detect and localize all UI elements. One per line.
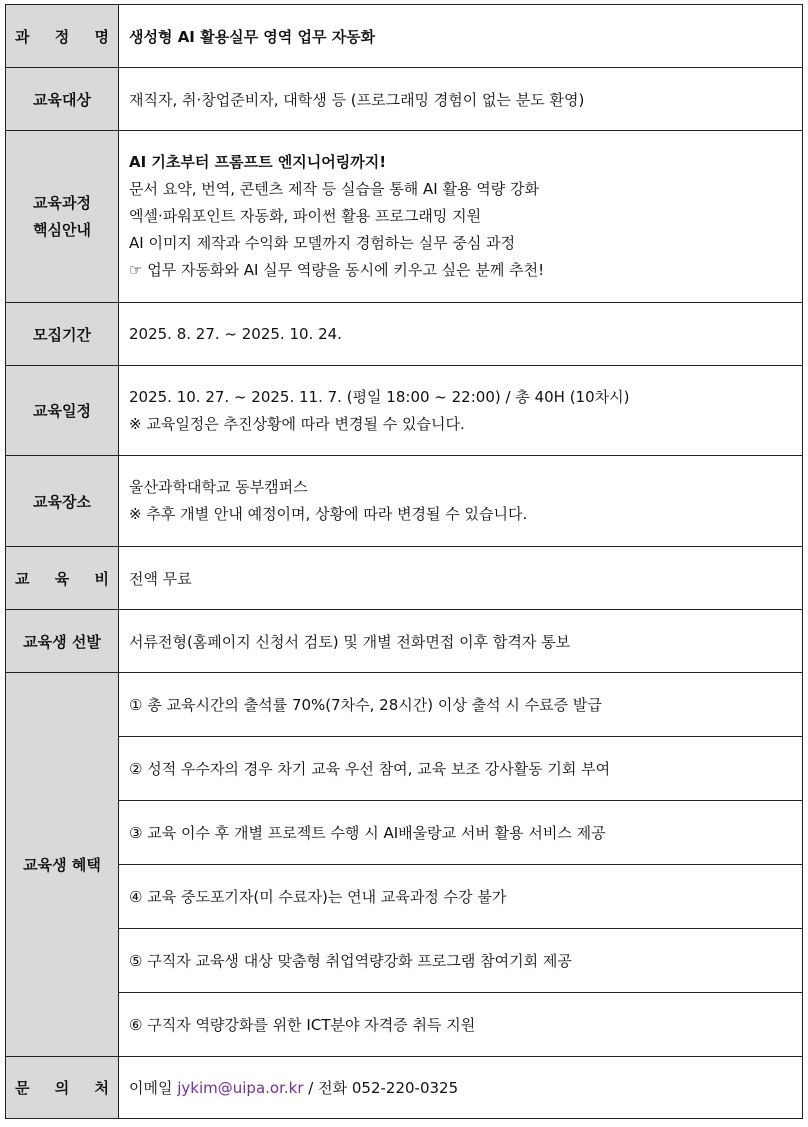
- row-schedule: [6, 366, 803, 456]
- label-fee: [6, 547, 119, 610]
- benefit-item-4: ④ 교육 중도포기자(미 수료자)는 연내 교육과정 수강 불가: [119, 865, 803, 929]
- value-fee: 전액 무료: [119, 547, 803, 610]
- benefit-item-1: ① 총 교육시간의 출석률 70%(7차수, 28시간) 이상 출석 시 수료증 발급: [119, 673, 803, 737]
- value-contact: [119, 1057, 803, 1119]
- row-recruit: [6, 303, 803, 366]
- label-contact-text: 문 의 처: [15, 1079, 119, 1097]
- row-target: [6, 68, 803, 131]
- core-line-4: AI 이미지 제작과 수익화 모델까지 경험하는 실무 중심 과정: [129, 234, 516, 252]
- contact-email-link[interactable]: jykim@uipa.or.kr: [177, 1079, 304, 1097]
- schedule-line-2: ※ 교육일정은 추진상황에 따라 변경될 수 있습니다.: [129, 414, 465, 433]
- value-recruit: 2025. 8. 27. ~ 2025. 10. 24.: [119, 303, 803, 366]
- row-benefit-5: [6, 929, 803, 993]
- benefit-item-2: ② 성적 우수자의 경우 차기 교육 우선 참여, 교육 보조 강사활동 기회 부여: [119, 737, 803, 801]
- label-schedule: 교육일정: [6, 366, 119, 456]
- label-selection: 교육생 선발: [6, 610, 119, 673]
- label-core: [6, 131, 119, 303]
- contact-prefix: 이메일: [129, 1079, 178, 1097]
- value-core: [119, 131, 803, 303]
- benefit-item-5: ⑤ 구직자 교육생 대상 맞춤형 취업역량강화 프로그램 참여기회 제공: [119, 929, 803, 993]
- benefit-item-6: ⑥ 구직자 역량강화를 위한 ICT분야 자격증 취득 지원: [119, 993, 803, 1057]
- label-fee-text: 교 육 비: [15, 569, 119, 588]
- row-benefit-6: [6, 993, 803, 1057]
- course-info-table: [5, 4, 803, 1119]
- label-contact: [6, 1057, 119, 1119]
- row-selection: [6, 610, 803, 673]
- label-target: 교육대상: [6, 68, 119, 131]
- label-place: 교육장소: [6, 456, 119, 547]
- schedule-line-1: 2025. 10. 27. ~ 2025. 11. 7. (평일 18:00 ~ 22:00) / 총 40H (10차시): [129, 387, 630, 406]
- place-line-1: 울산과학대학교 동부캠퍼스: [129, 478, 308, 496]
- row-place: [6, 456, 803, 547]
- label-core-line1: 교육과정: [33, 193, 91, 212]
- core-line-2: 문서 요약, 번역, 콘텐츠 제작 등 실습을 통해 AI 활용 역량 강화: [129, 180, 539, 198]
- row-contact: [6, 1057, 803, 1119]
- row-benefit-2: [6, 737, 803, 801]
- row-core: [6, 131, 803, 303]
- label-course-text: 과 정 명: [15, 27, 119, 46]
- contact-phone: / 전화 052-220-0325: [303, 1079, 459, 1097]
- row-course: [6, 5, 803, 68]
- core-line-1: AI 기초부터 프롬프트 엔지니어링까지!: [129, 153, 387, 171]
- value-target: 재직자, 취·창업준비자, 대학생 등 (프로그래밍 경험이 없는 분도 환영): [119, 68, 803, 131]
- label-core-line2: 핵심안내: [33, 220, 91, 239]
- label-benefits: 교육생 혜택: [6, 673, 119, 1057]
- row-benefit-1: [6, 673, 803, 737]
- row-fee: [6, 547, 803, 610]
- label-recruit: 모집기간: [6, 303, 119, 366]
- row-benefit-3: [6, 801, 803, 865]
- core-line-3: 엑셀·파워포인트 자동화, 파이썬 활용 프로그래밍 지원: [129, 207, 482, 225]
- value-schedule: [119, 366, 803, 456]
- value-selection: 서류전형(홈페이지 신청서 검토) 및 개별 전화면접 이후 합격자 통보: [119, 610, 803, 673]
- row-benefit-4: [6, 865, 803, 929]
- value-place: [119, 456, 803, 547]
- benefit-item-3: ③ 교육 이수 후 개별 프로젝트 수행 시 AI배울랑교 서버 활용 서비스 제공: [119, 801, 803, 865]
- value-course: 생성형 AI 활용실무 영역 업무 자동화: [119, 5, 803, 68]
- core-line-5: ☞ 업무 자동화와 AI 실무 역량을 동시에 키우고 싶은 분께 추천!: [129, 261, 545, 279]
- label-course: [6, 5, 119, 68]
- place-line-2: ※ 추후 개별 안내 예정이며, 상황에 따라 변경될 수 있습니다.: [129, 505, 528, 523]
